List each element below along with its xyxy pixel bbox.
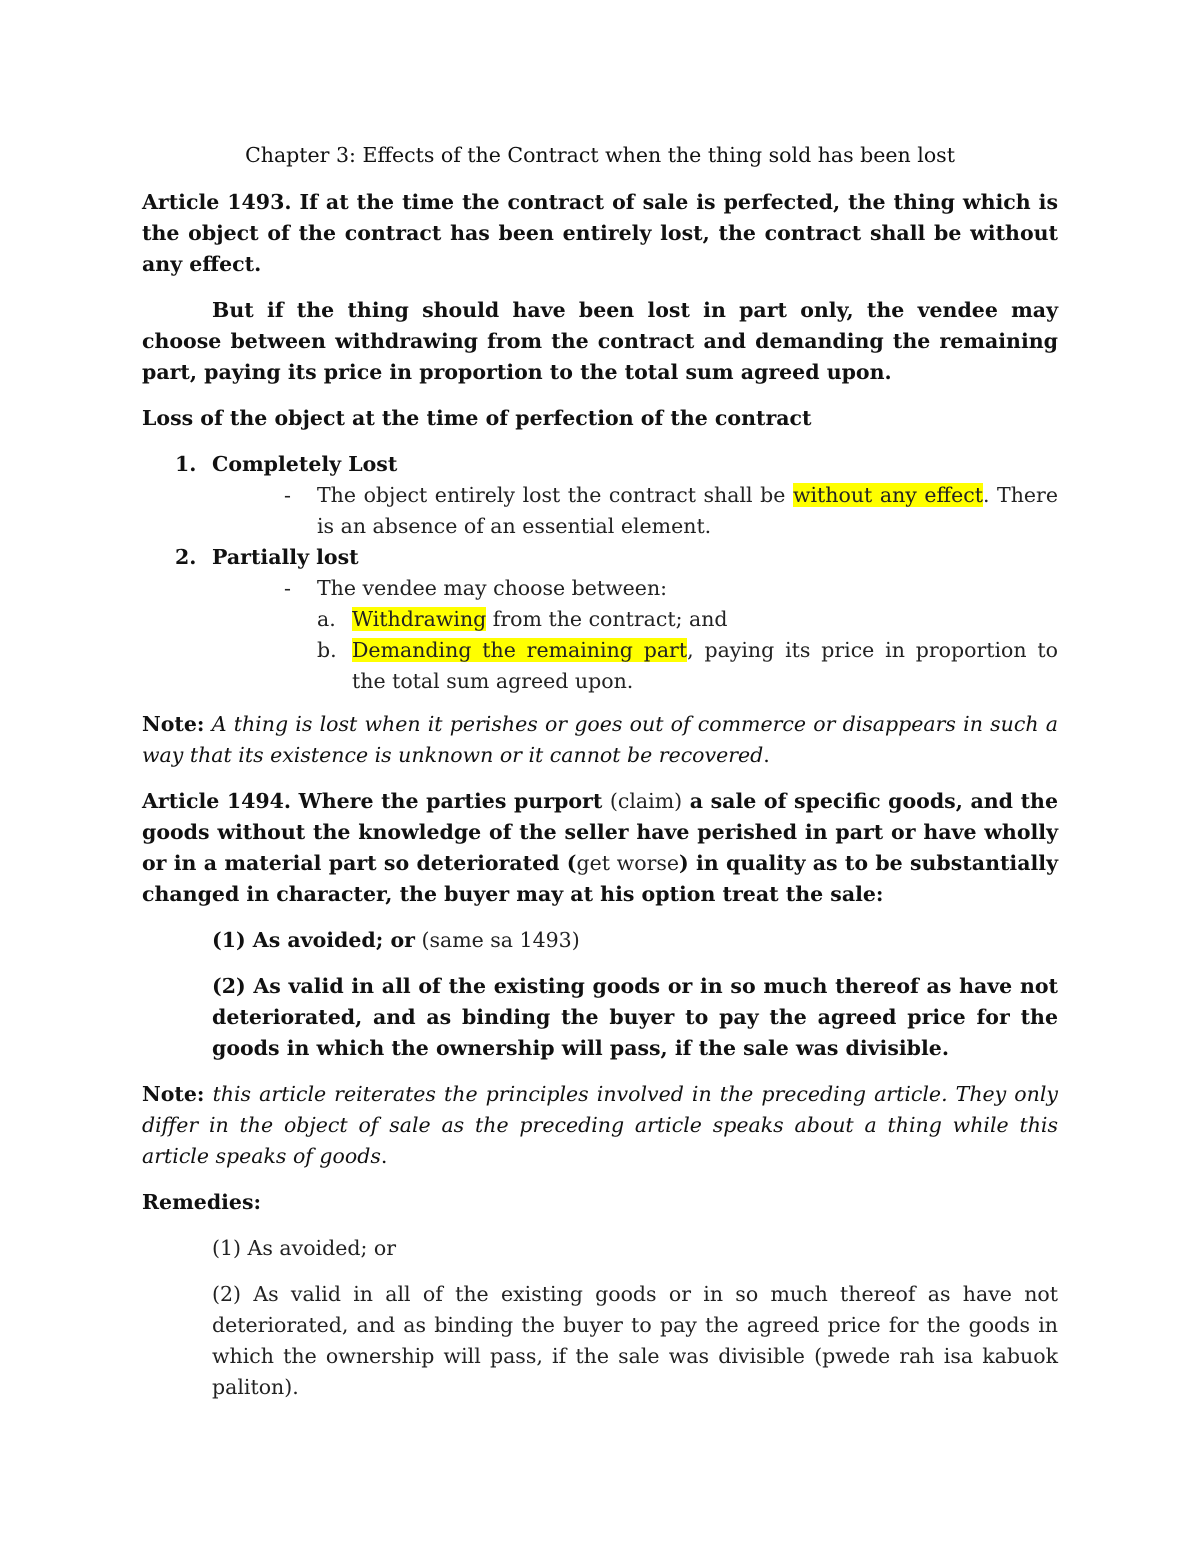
list-item-completely-lost-detail: - The object entirely lost the contract shall be without any effect. There is an absence of an essential element. <box>284 483 1058 538</box>
highlight-without-any-effect: without any effect <box>792 483 983 507</box>
sub-item-a: a. Withdrawing from the contract; and <box>317 607 728 631</box>
article-1494-option-1: (1) As avoided; or (same sa 1493) <box>212 928 580 952</box>
note-1: Note: A thing is lost when it perishes or goes out of commerce or disappears in such a way that its existence is unknown or it cannot be recovered. <box>142 712 1058 767</box>
article-1494: Article 1494. Where the parties purport (claim) a sale of specific goods, and the goods without the knowledge of the seller have perished in part or have wholly or in a material part so deteriorated (get worse) in quality as to be substantially changed in character, the buyer may at his option treat the sale: <box>142 789 1058 906</box>
remedy-1: (1) As avoided; or <box>212 1236 397 1260</box>
remedies-heading: Remedies: <box>142 1190 262 1214</box>
article-1494-option-2: (2) As valid in all of the existing goods or in so much thereof as have not deteriorated, and as binding the buyer to pay the agreed price for the goods in which the ownership will pass, if the sale was divisible. <box>212 974 1058 1060</box>
list-item-partially-lost-detail: - The vendee may choose between: <box>284 576 668 600</box>
list-item-partially-lost: 2. Partially lost <box>175 545 359 569</box>
loss-list <box>142 449 1058 697</box>
remedy-2: (2) As valid in all of the existing goods or in so much thereof as have not deteriorated, and as binding the buyer to pay the agreed price for the goods in which the ownership will pass, if the sale was divisible (pwede rah isa kabuok paliton). <box>212 1282 1058 1399</box>
highlight-withdrawing: Withdrawing <box>352 607 487 631</box>
article-1493-label: Article 1493. <box>142 190 292 214</box>
article-1493 <box>142 187 1058 280</box>
article-1493-text: If at the time the contract of sale is perfected, the thing which is the object of the contract has been entirely lost, the contract shall be without any effect. <box>142 190 1058 276</box>
article-1493-paragraph-2: But if the thing should have been lost in part only, the vendee may choose between withdrawing from the contract and demanding the remaining part, paying its price in proportion to the total sum agreed upon. <box>142 298 1058 384</box>
list-item-completely-lost: 1. Completely Lost <box>175 452 398 476</box>
sub-item-b: b. Demanding the remaining part, paying its price in proportion to the total sum agreed upon. <box>317 638 1058 693</box>
loss-heading: Loss of the object at the time of perfection of the contract <box>142 406 812 430</box>
chapter-title: Chapter 3: Effects of the Contract when the thing sold has been lost <box>245 143 955 167</box>
highlight-demanding: Demanding the remaining part <box>352 638 688 662</box>
note-2: Note: this article reiterates the principles involved in the preceding article. They only differ in the object of sale as the preceding article speaks about a thing while this article speaks of goods. <box>142 1082 1058 1168</box>
